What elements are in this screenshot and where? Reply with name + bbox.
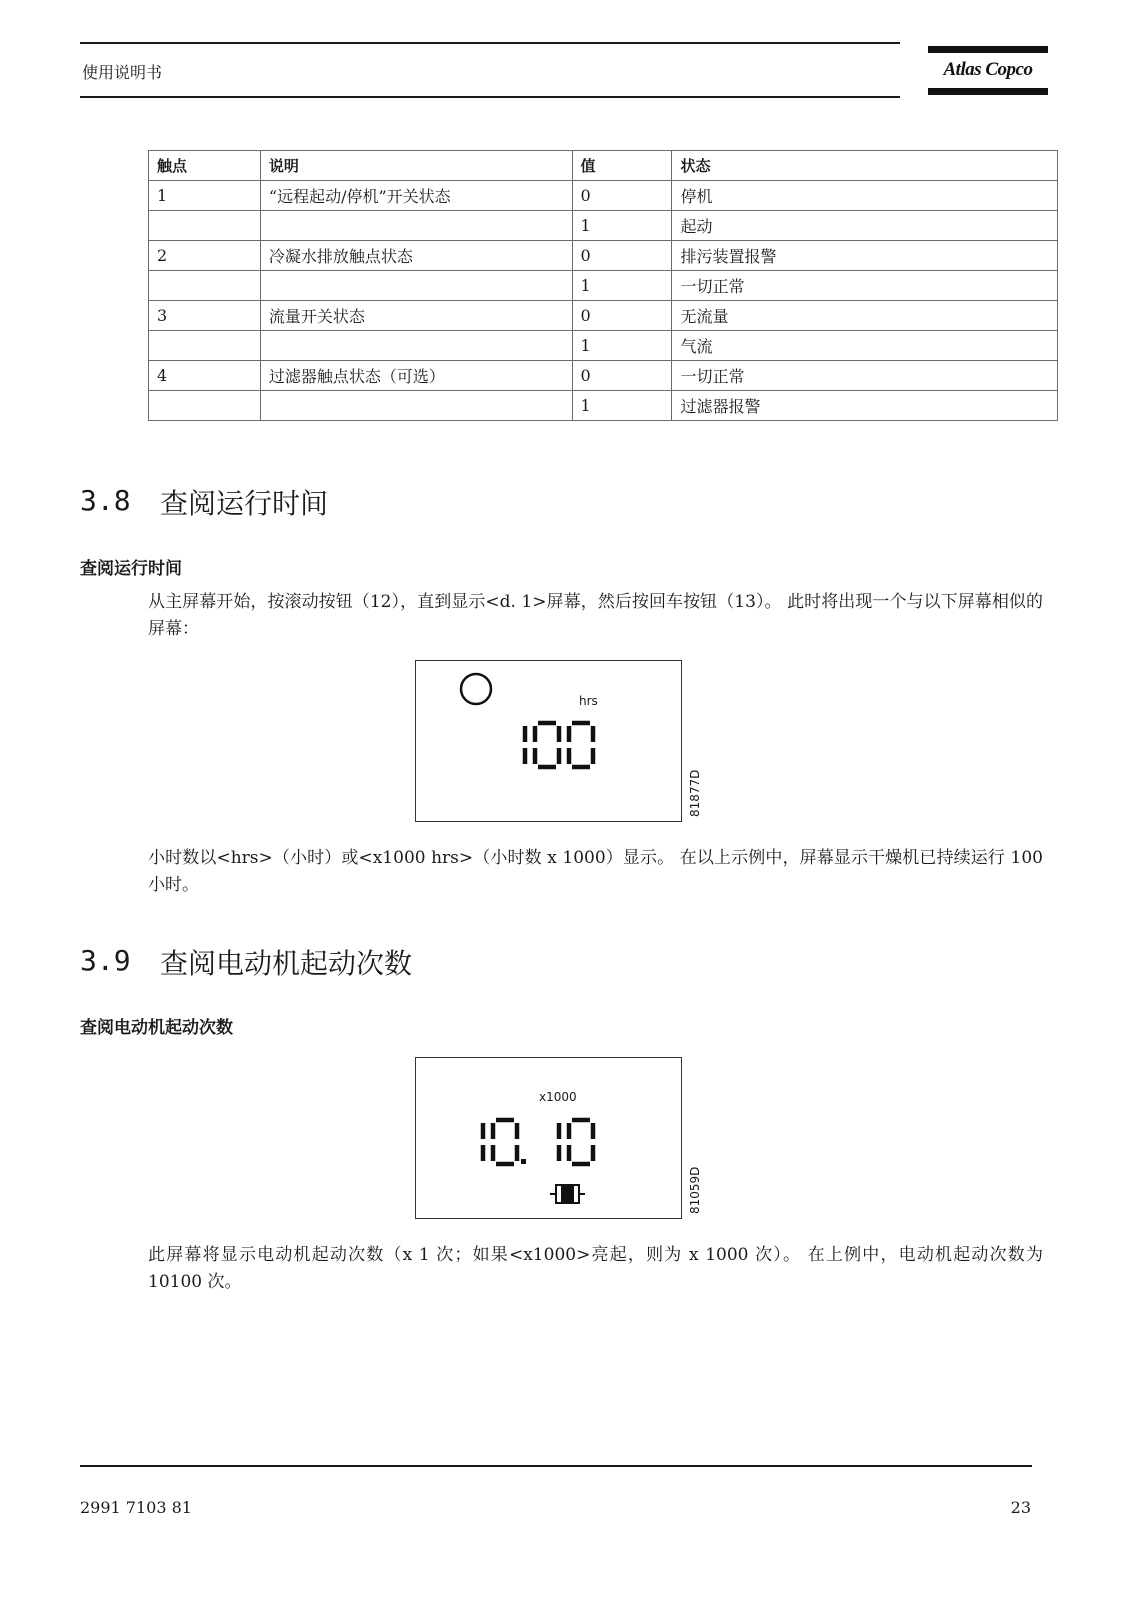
contact-status-table (148, 150, 1058, 421)
cell-state: 一切正常 (672, 271, 1058, 301)
section-3-9-subheading: 查阅电动机起动次数 (80, 1018, 233, 1038)
section-3-8-paragraph-2: 小时数以<hrs>（小时）或<x1000 hrs>（小时数 x 1000）显示。 在以上示例中，屏幕显示干燥机已持续运行 100 小时。 (148, 848, 1043, 895)
document-number: 2991 7103 81 (80, 1498, 192, 1517)
cell-state: 起动 (672, 211, 1058, 241)
cell-description: “远程起动/停机”开关状态 (260, 181, 572, 211)
cell-contact (149, 271, 261, 301)
document-title: 使用说明书 (82, 63, 163, 82)
footer-rule (80, 1465, 1032, 1467)
cell-value: 0 (572, 361, 672, 391)
runtime-lcd-display (415, 660, 682, 822)
header-value: 值 (572, 151, 672, 181)
section-3-8-title: 查阅运行时间 (160, 487, 329, 520)
cell-description (260, 271, 572, 301)
seven-segment-digit (569, 723, 593, 767)
motor-starts-unit-label: x1000 (539, 1090, 577, 1104)
cell-value: 1 (572, 211, 672, 241)
table-row (149, 391, 1058, 421)
cell-value: 1 (572, 271, 672, 301)
table-row (149, 181, 1058, 211)
cell-state: 停机 (672, 181, 1058, 211)
logo-text: Atlas Copco (943, 59, 1033, 80)
table-row (149, 301, 1058, 331)
runtime-unit-label: hrs (579, 694, 598, 708)
cell-description (260, 211, 572, 241)
cell-contact (149, 331, 261, 361)
cell-description: 流量开关状态 (260, 301, 572, 331)
cell-value: 0 (572, 301, 672, 331)
section-3-9-paragraph-1: 此屏幕将显示电动机起动次数（x 1 次；如果<x1000>亮起，则为 x 1000 次）。 在上例中，电动机起动次数为 10100 次。 (148, 1245, 1043, 1292)
motor-icon (416, 1058, 681, 1218)
seven-segment-digit (535, 723, 559, 767)
cell-description: 过滤器触点状态（可选） (260, 361, 572, 391)
atlas-copco-logo (928, 44, 1048, 102)
section-3-8-subheading: 查阅运行时间 (80, 559, 182, 579)
cell-contact (149, 211, 261, 241)
cell-contact (149, 391, 261, 421)
table-row (149, 241, 1058, 271)
header-description: 说明 (260, 151, 572, 181)
cell-description: 冷凝水排放触点状态 (260, 241, 572, 271)
cell-state: 过滤器报警 (672, 391, 1058, 421)
cell-value: 1 (572, 391, 672, 421)
cell-value: 0 (572, 181, 672, 211)
cell-state: 气流 (672, 331, 1058, 361)
cell-value: 0 (572, 241, 672, 271)
cell-contact: 4 (149, 361, 261, 391)
runtime-figure-id: 81877D (688, 769, 702, 817)
section-3-9-number: 3.9 (80, 944, 131, 977)
cell-contact: 3 (149, 301, 261, 331)
table-header-row (149, 151, 1058, 181)
cell-contact: 1 (149, 181, 261, 211)
cell-state: 排污装置报警 (672, 241, 1058, 271)
section-3-8-paragraph-1: 从主屏幕开始，按滚动按钮（12），直到显示<d. 1>屏幕，然后按回车按钮（13）。 此时将出现一个与以下屏幕相似的屏幕： (148, 592, 1043, 639)
table-row (149, 211, 1058, 241)
motor-starts-lcd-display (415, 1057, 682, 1219)
motor-starts-figure-id: 81059D (688, 1166, 702, 1214)
header-contact: 触点 (149, 151, 261, 181)
cell-description (260, 391, 572, 421)
cell-contact: 2 (149, 241, 261, 271)
cell-state: 一切正常 (672, 361, 1058, 391)
header-state: 状态 (672, 151, 1058, 181)
table-row (149, 361, 1058, 391)
cell-value: 1 (572, 331, 672, 361)
page-number: 23 (1010, 1498, 1031, 1517)
table-row (149, 331, 1058, 361)
header-bottom-rule (80, 96, 900, 98)
cell-description (260, 331, 572, 361)
table-row (149, 271, 1058, 301)
cell-state: 无流量 (672, 301, 1058, 331)
section-3-9-title: 查阅电动机起动次数 (160, 947, 413, 980)
runtime-seven-segment-value (416, 661, 681, 821)
header-top-rule (80, 42, 900, 44)
section-3-8-number: 3.8 (80, 484, 131, 517)
